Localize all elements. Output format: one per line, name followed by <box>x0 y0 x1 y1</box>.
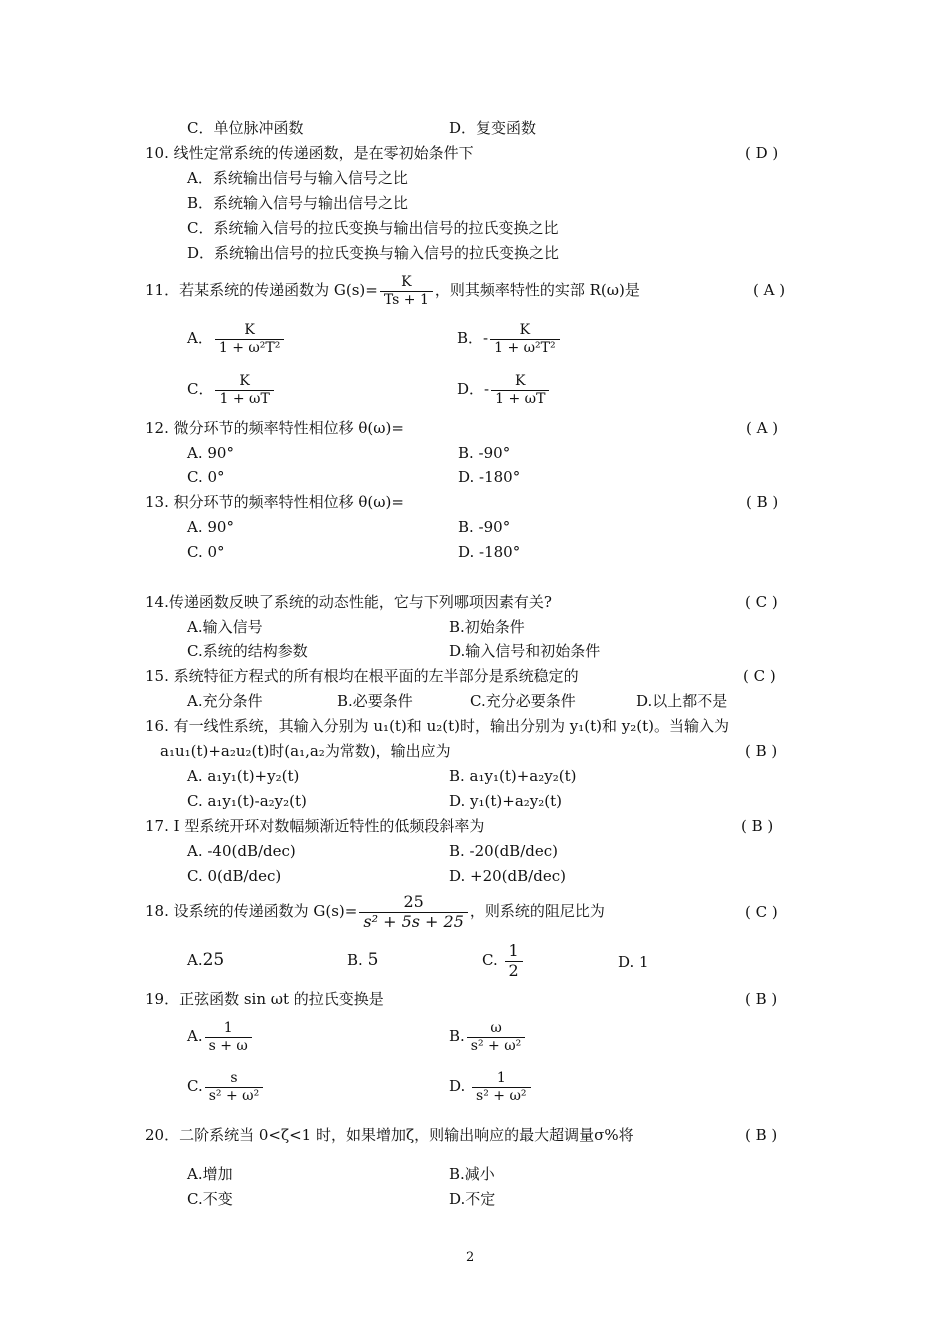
q10-option-b: B．系统输入信号与输出信号之比 <box>187 194 409 212</box>
q15-option-b: B.必要条件 <box>337 692 413 710</box>
q19-b-label: B. <box>449 1027 465 1045</box>
q11-b-den: 1 + ω²T² <box>490 339 560 356</box>
q17-option-c: C. 0(dB/dec) <box>187 867 282 885</box>
q19-option-b <box>449 1016 527 1056</box>
page-number: 2 <box>466 1250 475 1265</box>
q19-a-fraction <box>205 1020 252 1053</box>
q18-tf-numerator: 25 <box>403 892 424 912</box>
q18-b-label: B. <box>347 951 363 969</box>
q19-d-fraction <box>472 1070 530 1103</box>
q11-c-label: C． <box>187 380 214 398</box>
q12-option-a: A. 90° <box>187 444 234 462</box>
q13-option-d: D. -180° <box>458 543 521 561</box>
q16-option-d: D. y₁(t)+a₂y₂(t) <box>449 792 562 810</box>
q11-transfer-function <box>380 274 433 307</box>
q11-c-den: 1 + ωT <box>215 390 273 407</box>
q19-b-num: ω <box>490 1020 502 1037</box>
q11-tf-numerator: K <box>401 274 412 291</box>
q11-option-b <box>457 318 562 358</box>
q20-option-b: B.减小 <box>449 1165 495 1183</box>
q19-c-fraction <box>205 1070 263 1103</box>
q14-option-a: A.输入信号 <box>187 618 263 636</box>
q18-a-label: A. <box>187 951 203 969</box>
q19-a-num: 1 <box>223 1020 233 1037</box>
q11-d-label: D．- <box>457 380 490 398</box>
q11-b-fraction <box>490 322 560 355</box>
q15-answer: ( C ) <box>743 667 776 685</box>
q16-stem-line1: 16. 有一线性系统，其输入分别为 u₁(t)和 u₂(t)时，输出分别为 y₁(t)和 y₂(t)。当输入为 <box>145 717 729 735</box>
q19-c-label: C. <box>187 1077 203 1095</box>
q18-a-value: 25 <box>202 950 225 970</box>
q20-answer: ( B ) <box>745 1126 778 1144</box>
q16-option-b: B. a₁y₁(t)+a₂y₂(t) <box>449 767 577 785</box>
q18-stem <box>145 888 605 934</box>
q11-a-den: 1 + ω²T² <box>215 339 285 356</box>
q11-answer: ( A ) <box>753 281 786 299</box>
q13-option-c: C. 0° <box>187 543 225 561</box>
q19-a-den: s + ω <box>205 1037 252 1054</box>
q11-b-num: K <box>519 322 531 339</box>
q11-a-num: K <box>244 322 255 339</box>
q10-option-c: C．系统输入信号的拉氏变换与输出信号的拉氏变换之比 <box>187 219 559 237</box>
q17-option-d: D. +20(dB/dec) <box>449 867 566 885</box>
q16-stem-line2: a₁u₁(t)+a₂u₂(t)时(a₁,a₂为常数)，输出应为 <box>160 742 451 760</box>
q19-c-num: s <box>230 1070 238 1087</box>
q11-b-label: B．- <box>457 329 489 347</box>
q19-option-a <box>187 1016 254 1056</box>
q18-option-a <box>187 950 224 970</box>
q18-stem-after: ，则系统的阻尼比为 <box>469 902 605 920</box>
q15-option-d: D.以上都不是 <box>636 692 728 710</box>
q10-option-d: D．系统输出信号的拉氏变换与输入信号的拉氏变换之比 <box>187 244 560 262</box>
q19-c-den: s² + ω² <box>205 1087 263 1104</box>
q18-c-den: 2 <box>505 961 523 980</box>
q13-answer: ( B ) <box>746 493 779 511</box>
q12-option-c: C. 0° <box>187 468 225 486</box>
q12-answer: ( A ) <box>746 419 779 437</box>
q14-option-c: C.系统的结构参数 <box>187 642 308 660</box>
q18-transfer-function <box>359 893 468 931</box>
q20-option-d: D.不定 <box>449 1190 496 1208</box>
q12-stem: 12. 微分环节的频率特性相位移 θ(ω)= <box>145 419 404 437</box>
q20-stem: 20．二阶系统当 0<ζ<1 时，如果增加ζ，则输出响应的最大超调量σ%将 <box>145 1126 634 1144</box>
q18-tf-denominator: s² + 5s + 25 <box>359 912 468 931</box>
q18-option-d: D. 1 <box>618 953 649 971</box>
q12-option-d: D. -180° <box>458 468 521 486</box>
q18-stem-before: 18. 设系统的传递函数为 G(s)= <box>145 902 358 920</box>
q11-stem-before: 11．若某系统的传递函数为 G(s)= <box>145 281 378 299</box>
q16-answer: ( B ) <box>745 742 778 760</box>
q11-tf-denominator: Ts + 1 <box>380 291 433 308</box>
q11-a-label: A． <box>187 329 213 347</box>
q19-stem: 19．正弦函数 sin ωt 的拉氏变换是 <box>145 990 384 1008</box>
q20-option-c: C.不变 <box>187 1190 233 1208</box>
q13-option-b: B. -90° <box>458 518 511 536</box>
q19-b-fraction <box>467 1020 525 1053</box>
q15-option-c: C.充分必要条件 <box>470 692 576 710</box>
q18-c-fraction <box>505 942 523 980</box>
q11-d-fraction <box>491 373 549 406</box>
q19-d-num: 1 <box>496 1070 506 1087</box>
q19-d-den: s² + ω² <box>472 1087 530 1104</box>
q20-option-a: A.增加 <box>187 1165 233 1183</box>
q16-option-a: A. a₁y₁(t)+y₂(t) <box>187 767 300 785</box>
q19-d-label: D. <box>449 1077 466 1095</box>
q11-c-num: K <box>239 373 250 390</box>
q17-stem: 17. I 型系统开环对数幅频渐近特性的低频段斜率为 <box>145 817 485 835</box>
q18-c-num: 1 <box>508 941 519 961</box>
q9-option-d: D．复变函数 <box>449 119 537 137</box>
q15-stem: 15. 系统特征方程式的所有根均在根平面的左半部分是系统稳定的 <box>145 667 579 685</box>
q19-b-den: s² + ω² <box>467 1037 525 1054</box>
q11-stem <box>145 270 640 310</box>
q14-option-b: B.初始条件 <box>449 618 525 636</box>
q19-option-c <box>187 1066 265 1106</box>
q17-option-b: B. -20(dB/dec) <box>449 842 558 860</box>
q11-option-a <box>187 318 286 358</box>
q19-a-label: A. <box>187 1027 203 1045</box>
q19-option-d <box>449 1066 533 1106</box>
q13-stem: 13. 积分环节的频率特性相位移 θ(ω)= <box>145 493 404 511</box>
q18-option-b <box>347 950 378 970</box>
q10-stem: 10. 线性定常系统的传递函数，是在零初始条件下 <box>145 144 474 162</box>
q10-option-a: A．系统输出信号与输入信号之比 <box>187 169 408 187</box>
q17-option-a: A. -40(dB/dec) <box>187 842 296 860</box>
q11-d-num: K <box>515 373 526 390</box>
q13-option-a: A. 90° <box>187 518 234 536</box>
q17-answer: ( B ) <box>741 817 774 835</box>
q9-option-c: C．单位脉冲函数 <box>187 119 304 137</box>
q14-answer: ( C ) <box>745 593 778 611</box>
q12-option-b: B. -90° <box>458 444 511 462</box>
q15-option-a: A.充分条件 <box>187 692 263 710</box>
q18-b-value: 5 <box>367 950 379 970</box>
q14-stem: 14.传递函数反映了系统的动态性能，它与下列哪项因素有关? <box>145 593 552 611</box>
q14-option-d: D.输入信号和初始条件 <box>449 642 601 660</box>
q11-c-fraction <box>215 373 273 406</box>
q11-d-den: 1 + ωT <box>491 390 549 407</box>
q11-a-fraction <box>215 322 285 355</box>
q11-stem-after: ，则其频率特性的实部 R(ω)是 <box>434 281 640 299</box>
q18-answer: ( C ) <box>745 903 778 921</box>
q19-answer: ( B ) <box>745 990 778 1008</box>
q18-c-label: C. <box>482 951 498 969</box>
q18-option-c <box>482 937 525 983</box>
q16-option-c: C. a₁y₁(t)-a₂y₂(t) <box>187 792 307 810</box>
q11-option-c <box>187 369 276 409</box>
q11-option-d <box>457 369 551 409</box>
q10-answer: ( D ) <box>745 144 779 162</box>
